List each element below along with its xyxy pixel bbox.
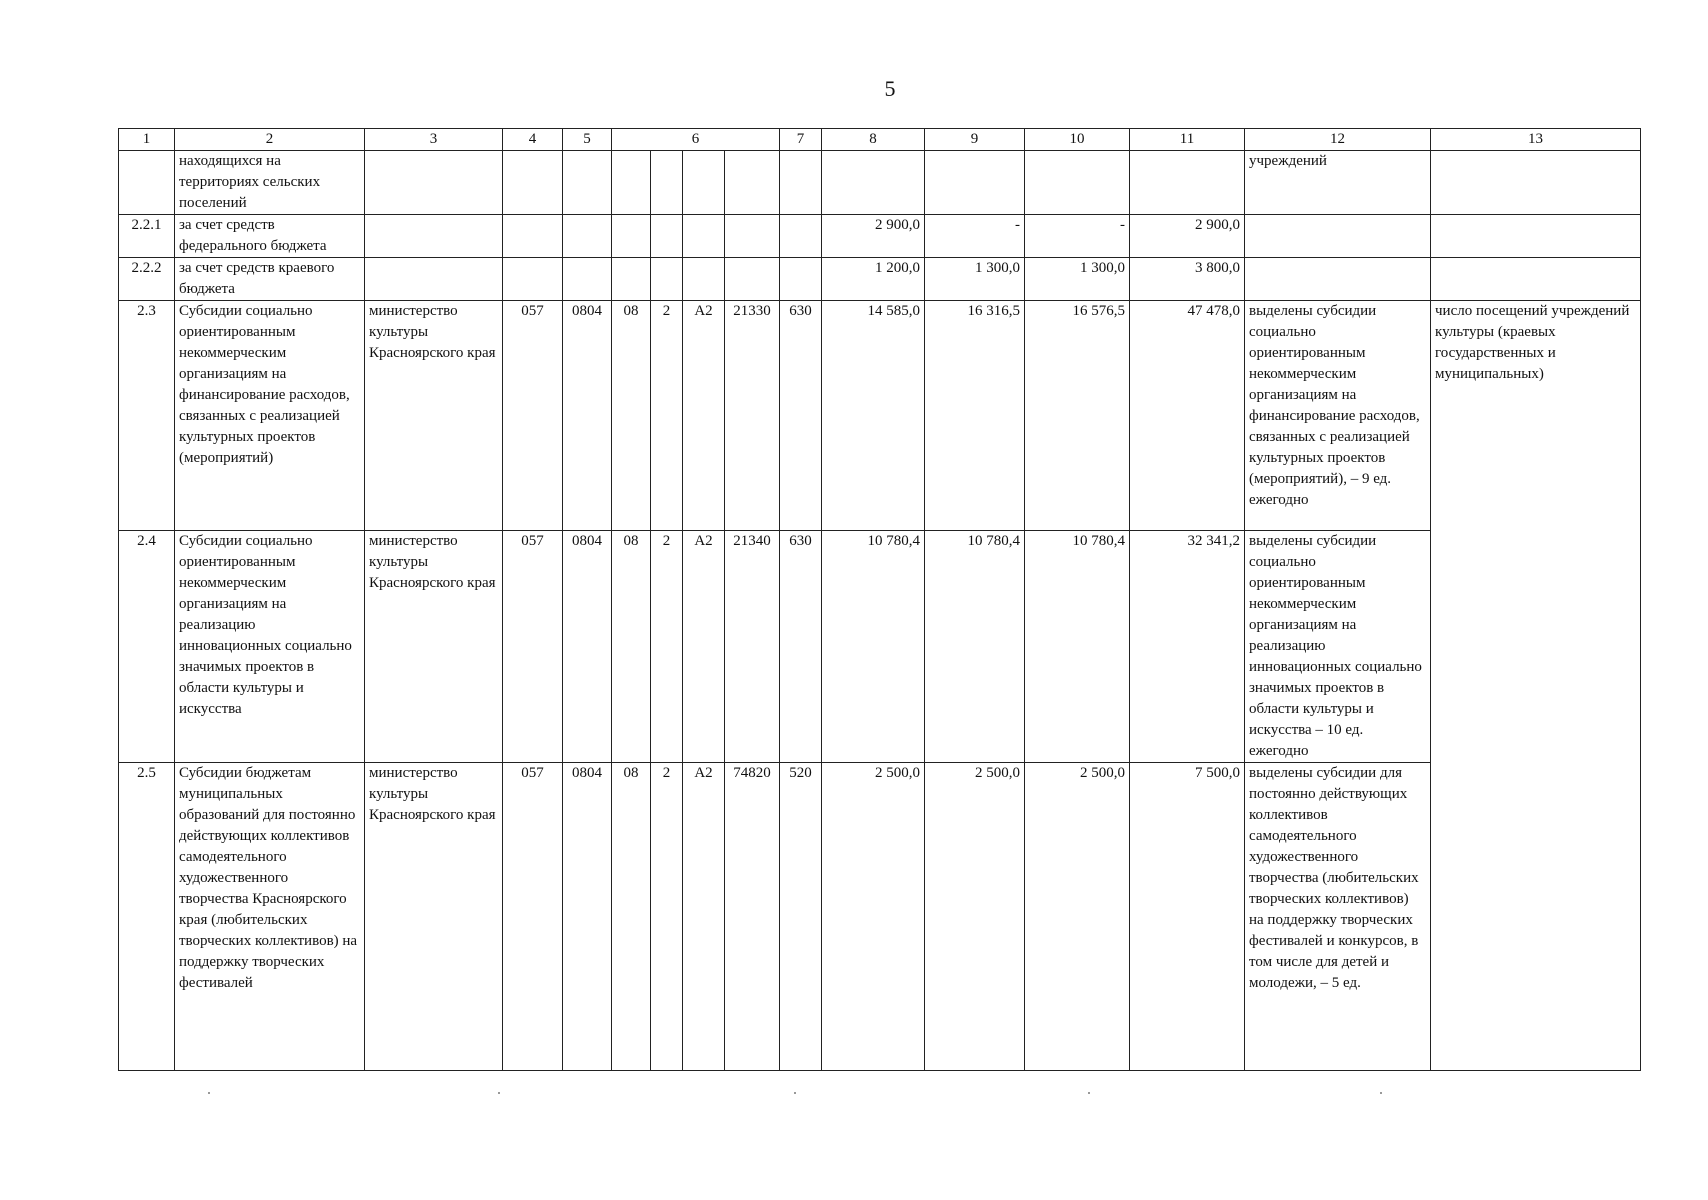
table-row bbox=[119, 258, 1641, 301]
expected-result-cell bbox=[1245, 215, 1431, 258]
column-header: 1 bbox=[119, 129, 175, 151]
table-row bbox=[119, 531, 1641, 763]
column-header: 6 bbox=[612, 129, 780, 151]
amount-year-2-cell: 1 300,0 bbox=[925, 258, 1025, 301]
budget-table bbox=[118, 128, 1641, 1071]
table-row bbox=[119, 301, 1641, 531]
responsible-body-cell: министерство культуры Красноярского края bbox=[365, 763, 503, 1071]
indicator-cell: число посещений учреждений культуры (краевых государственных и муниципальных) bbox=[1431, 301, 1641, 1071]
scan-dot bbox=[794, 1092, 796, 1094]
code-expense-type-cell: 630 bbox=[780, 301, 822, 531]
indicator-cell bbox=[1431, 258, 1641, 301]
code-target-direction-cell bbox=[725, 215, 780, 258]
expected-result-cell: выделены субсидии социально ориентированным некоммерческим организациям на финансирование расходов, связанных с реализацией культурных проектов (мероприятий), – 9 ед. ежегодно bbox=[1245, 301, 1431, 531]
amount-total-cell bbox=[1130, 151, 1245, 215]
amount-year-1-cell: 10 780,4 bbox=[822, 531, 925, 763]
column-header: 9 bbox=[925, 129, 1025, 151]
code-target-direction-cell: 74820 bbox=[725, 763, 780, 1071]
responsible-body-cell bbox=[365, 258, 503, 301]
code-target-subprogram-cell bbox=[651, 258, 683, 301]
code-target-direction-cell bbox=[725, 151, 780, 215]
expected-result-cell bbox=[1245, 258, 1431, 301]
code-target-project-cell: А2 bbox=[683, 763, 725, 1071]
amount-year-1-cell: 14 585,0 bbox=[822, 301, 925, 531]
code-target-direction-cell: 21330 bbox=[725, 301, 780, 531]
code-expense-type-cell: 630 bbox=[780, 531, 822, 763]
code-section-cell bbox=[563, 151, 612, 215]
code-grbs-cell bbox=[503, 151, 563, 215]
amount-year-1-cell: 2 500,0 bbox=[822, 763, 925, 1071]
code-section-cell: 0804 bbox=[563, 763, 612, 1071]
activity-name-cell: за счет средств федерального бюджета bbox=[175, 215, 365, 258]
amount-year-1-cell: 1 200,0 bbox=[822, 258, 925, 301]
amount-year-3-cell: 2 500,0 bbox=[1025, 763, 1130, 1071]
amount-year-3-cell: 16 576,5 bbox=[1025, 301, 1130, 531]
code-target-subprogram-cell bbox=[651, 215, 683, 258]
amount-total-cell: 32 341,2 bbox=[1130, 531, 1245, 763]
code-target-subprogram-cell: 2 bbox=[651, 301, 683, 531]
expected-result-cell: выделены субсидии социально ориентированным некоммерческим организациям на реализацию инновационных социально значимых проектов в области культуры и искусства – 10 ед. ежегодно bbox=[1245, 531, 1431, 763]
row-number-cell: 2.2.1 bbox=[119, 215, 175, 258]
column-header: 12 bbox=[1245, 129, 1431, 151]
row-number-cell: 2.5 bbox=[119, 763, 175, 1071]
amount-year-1-cell bbox=[822, 151, 925, 215]
code-target-program-cell bbox=[612, 215, 651, 258]
code-target-direction-cell: 21340 bbox=[725, 531, 780, 763]
code-expense-type-cell bbox=[780, 215, 822, 258]
amount-total-cell: 3 800,0 bbox=[1130, 258, 1245, 301]
code-target-subprogram-cell: 2 bbox=[651, 763, 683, 1071]
code-section-cell: 0804 bbox=[563, 531, 612, 763]
amount-total-cell: 47 478,0 bbox=[1130, 301, 1245, 531]
code-section-cell bbox=[563, 215, 612, 258]
code-target-program-cell: 08 bbox=[612, 531, 651, 763]
column-header: 11 bbox=[1130, 129, 1245, 151]
scan-dot bbox=[1380, 1092, 1382, 1094]
scan-dot bbox=[208, 1092, 210, 1094]
activity-name-cell: за счет средств краевого бюджета bbox=[175, 258, 365, 301]
column-header: 3 bbox=[365, 129, 503, 151]
responsible-body-cell: министерство культуры Красноярского края bbox=[365, 531, 503, 763]
scan-dot bbox=[498, 1092, 500, 1094]
code-target-project-cell bbox=[683, 258, 725, 301]
amount-year-2-cell: 10 780,4 bbox=[925, 531, 1025, 763]
row-number-cell: 2.3 bbox=[119, 301, 175, 531]
table-row bbox=[119, 215, 1641, 258]
activity-name-cell: Субсидии социально ориентированным некоммерческим организациям на реализацию инновационных социально значимых проектов в области культуры и искусства bbox=[175, 531, 365, 763]
code-target-program-cell bbox=[612, 258, 651, 301]
code-target-program-cell bbox=[612, 151, 651, 215]
amount-year-2-cell: 2 500,0 bbox=[925, 763, 1025, 1071]
amount-year-1-cell: 2 900,0 bbox=[822, 215, 925, 258]
code-target-project-cell: А2 bbox=[683, 531, 725, 763]
activity-name-cell: Субсидии социально ориентированным некоммерческим организациям на финансирование расходов, связанных с реализацией культурных проектов (мероприятий) bbox=[175, 301, 365, 531]
code-target-direction-cell bbox=[725, 258, 780, 301]
responsible-body-cell bbox=[365, 151, 503, 215]
code-target-project-cell bbox=[683, 215, 725, 258]
amount-year-2-cell bbox=[925, 151, 1025, 215]
code-target-project-cell: А2 bbox=[683, 301, 725, 531]
table-row bbox=[119, 763, 1641, 1071]
code-expense-type-cell bbox=[780, 258, 822, 301]
column-header: 8 bbox=[822, 129, 925, 151]
code-grbs-cell bbox=[503, 215, 563, 258]
amount-total-cell: 7 500,0 bbox=[1130, 763, 1245, 1071]
code-target-subprogram-cell bbox=[651, 151, 683, 215]
code-grbs-cell bbox=[503, 258, 563, 301]
code-target-project-cell bbox=[683, 151, 725, 215]
code-grbs-cell: 057 bbox=[503, 763, 563, 1071]
expected-result-cell: выделены субсидии для постоянно действующих коллективов самодеятельного художественного творчества (любительских творческих коллективов) на поддержку творческих фестивалей и конкурсов, в том числе для детей и молодежи, – 5 ед. bbox=[1245, 763, 1431, 1071]
column-header: 10 bbox=[1025, 129, 1130, 151]
code-expense-type-cell: 520 bbox=[780, 763, 822, 1071]
indicator-cell bbox=[1431, 215, 1641, 258]
amount-year-3-cell: - bbox=[1025, 215, 1130, 258]
scan-dot bbox=[1088, 1092, 1090, 1094]
column-header: 7 bbox=[780, 129, 822, 151]
expected-result-cell: учреждений bbox=[1245, 151, 1431, 215]
code-target-subprogram-cell: 2 bbox=[651, 531, 683, 763]
column-header: 2 bbox=[175, 129, 365, 151]
amount-year-3-cell: 10 780,4 bbox=[1025, 531, 1130, 763]
amount-year-3-cell bbox=[1025, 151, 1130, 215]
activity-name-cell: Субсидии бюджетам муниципальных образований для постоянно действующих коллективов самодеятельного художественного творчества Красноярского края (любительских творческих коллективов) на поддержку творческих фестивалей bbox=[175, 763, 365, 1071]
table-row bbox=[119, 151, 1641, 215]
column-number-row bbox=[119, 129, 1641, 151]
responsible-body-cell bbox=[365, 215, 503, 258]
page-footer-dots bbox=[0, 1092, 1708, 1102]
indicator-cell bbox=[1431, 151, 1641, 215]
column-header: 5 bbox=[563, 129, 612, 151]
amount-year-2-cell: - bbox=[925, 215, 1025, 258]
column-header: 13 bbox=[1431, 129, 1641, 151]
code-expense-type-cell bbox=[780, 151, 822, 215]
code-grbs-cell: 057 bbox=[503, 301, 563, 531]
amount-year-3-cell: 1 300,0 bbox=[1025, 258, 1130, 301]
row-number-cell: 2.4 bbox=[119, 531, 175, 763]
responsible-body-cell: министерство культуры Красноярского края bbox=[365, 301, 503, 531]
amount-total-cell: 2 900,0 bbox=[1130, 215, 1245, 258]
code-section-cell: 0804 bbox=[563, 301, 612, 531]
row-number-cell bbox=[119, 151, 175, 215]
code-target-program-cell: 08 bbox=[612, 301, 651, 531]
column-header: 4 bbox=[503, 129, 563, 151]
row-number-cell: 2.2.2 bbox=[119, 258, 175, 301]
code-target-program-cell: 08 bbox=[612, 763, 651, 1071]
activity-name-cell: находящихся на территориях сельских поселений bbox=[175, 151, 365, 215]
code-grbs-cell: 057 bbox=[503, 531, 563, 763]
code-section-cell bbox=[563, 258, 612, 301]
page-number: 5 bbox=[884, 76, 896, 101]
amount-year-2-cell: 16 316,5 bbox=[925, 301, 1025, 531]
